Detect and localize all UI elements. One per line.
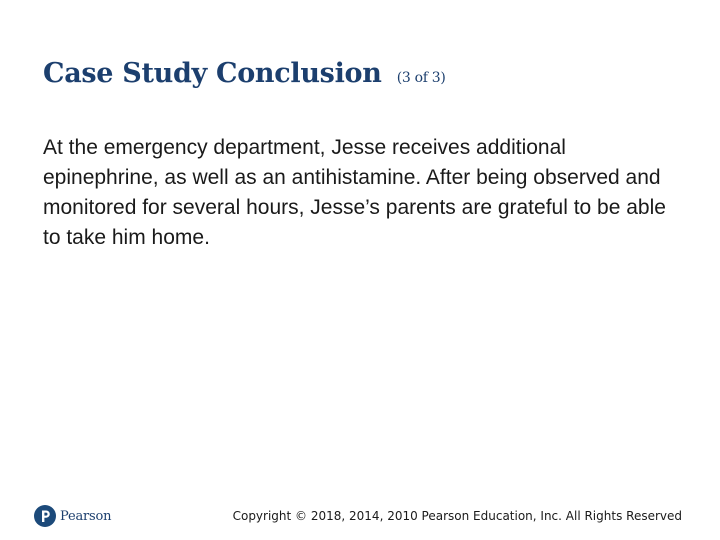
copyright-notice: Copyright © 2018, 2014, 2010 Pearson Education, Inc. All Rights Reserved (232, 509, 682, 523)
title-part-indicator: (3 of 3) (396, 70, 446, 86)
pearson-logo (34, 505, 111, 527)
title-text: Case Study Conclusion (43, 58, 382, 89)
pearson-logo-icon (34, 505, 56, 527)
slide-title (43, 58, 446, 89)
body-paragraph: At the emergency department, Jesse receives additional epinephrine, as well as an antihistamine. After being observed and monitored for several hours, Jesse’s parents are grateful to be able to take him home. (43, 136, 666, 249)
logo-wordmark: Pearson (60, 508, 112, 524)
